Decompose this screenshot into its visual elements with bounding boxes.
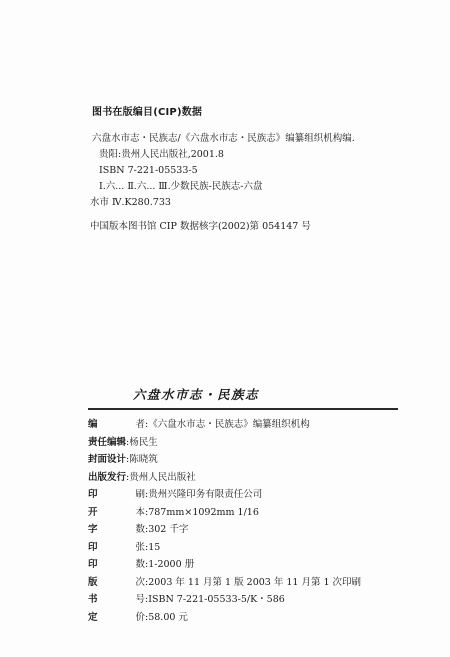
colophon-row-price xyxy=(88,609,428,627)
colophon-value: :贵州人民出版社 xyxy=(126,471,196,483)
title-rule xyxy=(88,408,398,410)
cip-footer: 中国版本图书馆 CIP 数据核字(2002)第 054147 号 xyxy=(90,221,311,232)
cip-line-isbn: ISBN 7-221-05533-5 xyxy=(99,165,198,176)
colophon-label: 印 xyxy=(88,541,98,553)
colophon-value: :陈晓筑 xyxy=(126,454,158,465)
cip-line-title: 六盘水市志・民族志/《六盘水市志・民族志》编纂组织机构编. xyxy=(92,133,355,144)
colophon-row-cover-design xyxy=(88,451,428,469)
colophon-value: 数:302 千字 xyxy=(135,524,189,535)
colophon-row-editor xyxy=(88,416,428,434)
cip-block xyxy=(92,103,422,235)
colophon-value: 张:15 xyxy=(135,541,161,553)
colophon-row-responsible-editor xyxy=(88,434,428,452)
colophon-label: 印 xyxy=(88,559,98,570)
colophon-value: 者:《六盘水市志・民族志》编纂组织机构 xyxy=(135,419,310,430)
colophon-label: 书 xyxy=(88,594,98,605)
colophon-row-edition xyxy=(88,574,428,592)
colophon-value: 价:58.00 元 xyxy=(135,611,188,623)
colophon-row-print-run xyxy=(88,556,428,574)
colophon-label: 定 xyxy=(88,611,98,623)
colophon-label: 开 xyxy=(88,506,98,518)
colophon-row-word-count xyxy=(88,521,428,539)
book-title: 六盘水市志・民族志 xyxy=(133,387,260,402)
colophon-label: 版 xyxy=(88,576,98,588)
colophon-label: 印 xyxy=(88,489,98,500)
colophon-value: 本:787mm×1092mm 1/16 xyxy=(135,506,259,518)
colophon-row-printer xyxy=(88,486,428,504)
colophon-value: 刷:贵州兴隆印务有限责任公司 xyxy=(135,489,263,500)
colophon-row-format xyxy=(88,504,428,522)
colophon-row-isbn xyxy=(88,591,428,609)
colophon-value: 号:ISBN 7-221-05533-5/K・586 xyxy=(135,594,285,605)
cip-line-publisher: 贵阳:贵州人民出版社,2001.8 xyxy=(99,149,224,160)
colophon-label: 出版发行 xyxy=(88,471,127,483)
colophon-row-publisher xyxy=(88,469,428,487)
colophon-label: 封面设计 xyxy=(88,454,127,465)
colophon-block xyxy=(88,416,428,626)
colophon-label: 责任编辑 xyxy=(88,436,127,448)
colophon-value: :杨民生 xyxy=(126,436,158,448)
colophon-value: 数:1-2000 册 xyxy=(135,559,195,570)
colophon-value: 次:2003 年 11 月第 1 版 2003 年 11 月第 1 次印刷 xyxy=(135,576,362,588)
cip-line-subjects-cont: 水市 Ⅳ.K280.733 xyxy=(90,197,171,208)
cip-line-subjects: Ⅰ.六... Ⅱ.六... Ⅲ.少数民族-民族志-六盘 xyxy=(99,181,263,192)
colophon-label: 字 xyxy=(88,524,98,535)
colophon-row-sheets xyxy=(88,539,428,557)
cip-heading: 图书在版编目(CIP)数据 xyxy=(92,107,203,118)
colophon-label: 编 xyxy=(88,419,98,430)
